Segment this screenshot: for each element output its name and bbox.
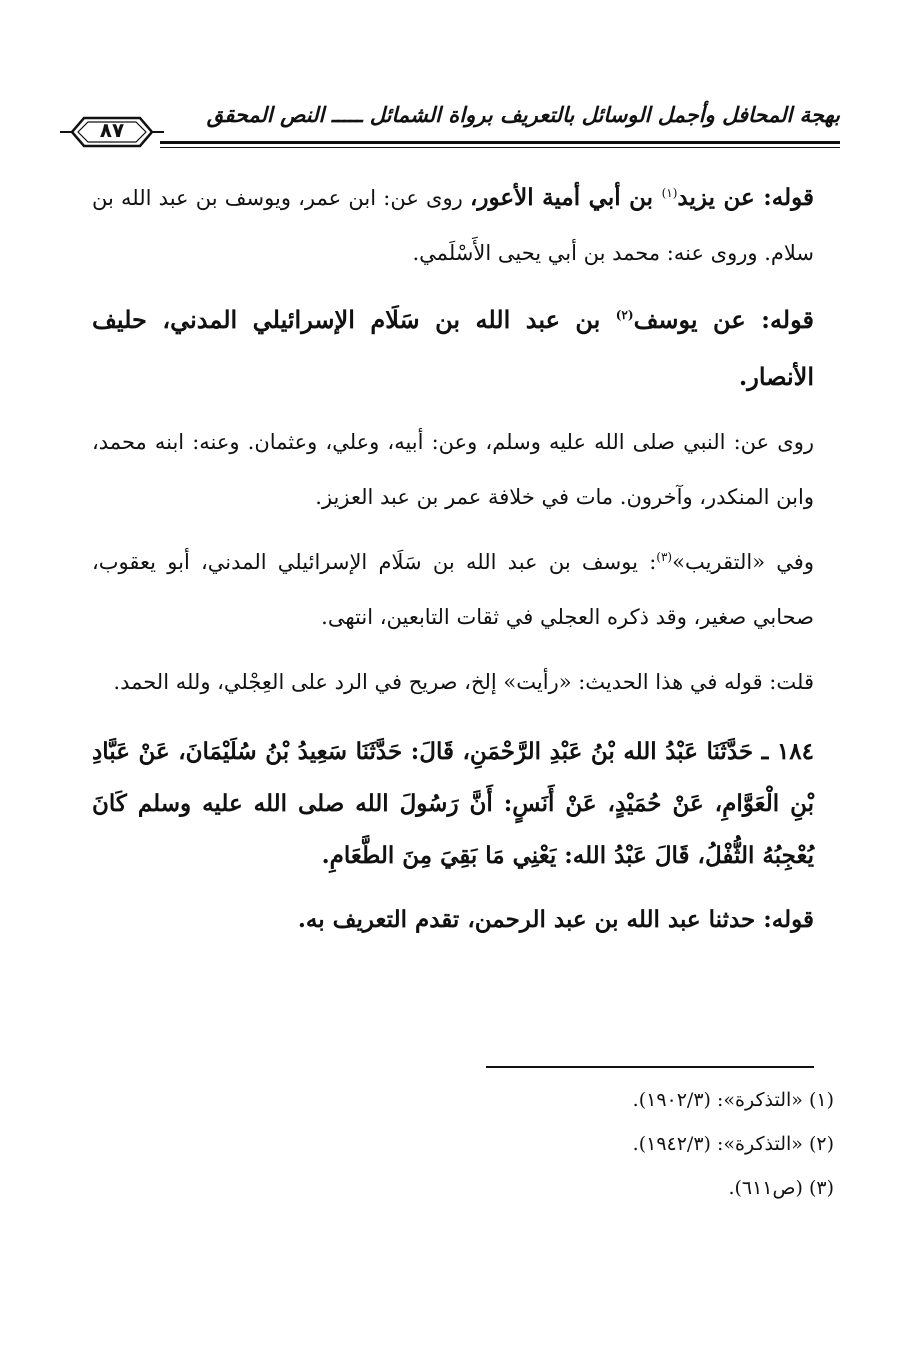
paragraph-comment bbox=[92, 655, 814, 710]
paragraph-yusuf-heading bbox=[92, 291, 814, 405]
footnote-ref: (١) bbox=[661, 186, 678, 200]
page-number-badge bbox=[60, 112, 164, 152]
paragraph-pre: وفي «التقريب» bbox=[672, 550, 814, 574]
lead-phrase-cont: بن أبي أمية الأعور، bbox=[469, 184, 662, 211]
paragraph-narrators bbox=[92, 415, 814, 525]
page-number: ٨٧ bbox=[99, 118, 125, 142]
hadith-text bbox=[92, 726, 814, 882]
lead-phrase-cont: بن عبد الله بن سَلَام الإسرائيلي المدني، حليف الأنصار. bbox=[92, 305, 814, 391]
footnote-item: (٢) «التذكرة»: (١٩٤٢/٣). bbox=[632, 1133, 834, 1155]
hadith-body: ـ حَدَّثَنَا عَبْدُ الله بْنُ عَبْدِ الرَّحْمَنِ، قَالَ: حَدَّثَنَا سَعِيدُ بْنُ سُلَيْمَانَ، عَنْ عَبَّادِ بْنِ الْعَوَّامِ، عَنْ حُمَيْدٍ، عَنْ أَنَسٍ: أَنَّ رَسُولَ الله صلى الله عليه وسلم كَانَ يُعْجِبُهُ الثُّفْلُ، قَالَ عَبْدُ الله: يَعْنِي مَا بَقِيَ مِنَ الطَّعَامِ. bbox=[92, 738, 814, 869]
header-rule-thin bbox=[160, 147, 840, 148]
paragraph-text: : يوسف بن عبد الله بن سَلَام الإسرائيلي المدني، أبو يعقوب، صحابي صغير، وقد ذكره العجلي في ثقات التابعين، انتهى. bbox=[92, 550, 814, 629]
paragraph-yazid bbox=[92, 170, 814, 281]
footnote-item: (٣) (ص٦١١). bbox=[728, 1177, 834, 1199]
header-title: بهجة المحافل وأجمل الوسائل بالتعريف برواة الشمائل ـــــ النص المحقق bbox=[206, 102, 840, 127]
lead-phrase: قوله: عن يزيد bbox=[677, 184, 814, 211]
header-rule bbox=[160, 141, 840, 144]
lead-phrase: قوله: عن يوسف bbox=[633, 305, 814, 334]
footnote-separator bbox=[486, 1066, 814, 1068]
running-header bbox=[60, 96, 840, 160]
footnote-item: (١) «التذكرة»: (١٩٠٢/٣). bbox=[632, 1089, 834, 1111]
main-text bbox=[92, 170, 814, 957]
paragraph-taqrib bbox=[92, 535, 814, 645]
paragraph-text: قلت: قوله في هذا الحديث: «رأيت» إلخ، صريح في الرد على العِجْلي، ولله الحمد. bbox=[113, 670, 814, 694]
hadith-number: ١٨٤ bbox=[776, 738, 814, 765]
footnote-ref: (٢) bbox=[615, 308, 634, 322]
closing-line: قوله: حدثنا عبد الله بن عبد الرحمن، تقدم التعريف به. bbox=[297, 906, 814, 933]
footnotes bbox=[480, 1078, 834, 1210]
paragraph-text: روى عن: ابن عمر، ويوسف بن عبد الله بن سلام. وروى عنه: محمد بن أبي يحيى الأَسْلَمي. bbox=[92, 186, 814, 265]
paragraph-text: روى عن: النبي صلى الله عليه وسلم، وعن: أبيه، وعلي، وعثمان. وعنه: ابنه محمد، وابن المنكدر، وآخرون. مات في خلافة عمر بن عبد العزيز. bbox=[92, 430, 814, 509]
footnote-ref: (٣) bbox=[656, 550, 673, 564]
